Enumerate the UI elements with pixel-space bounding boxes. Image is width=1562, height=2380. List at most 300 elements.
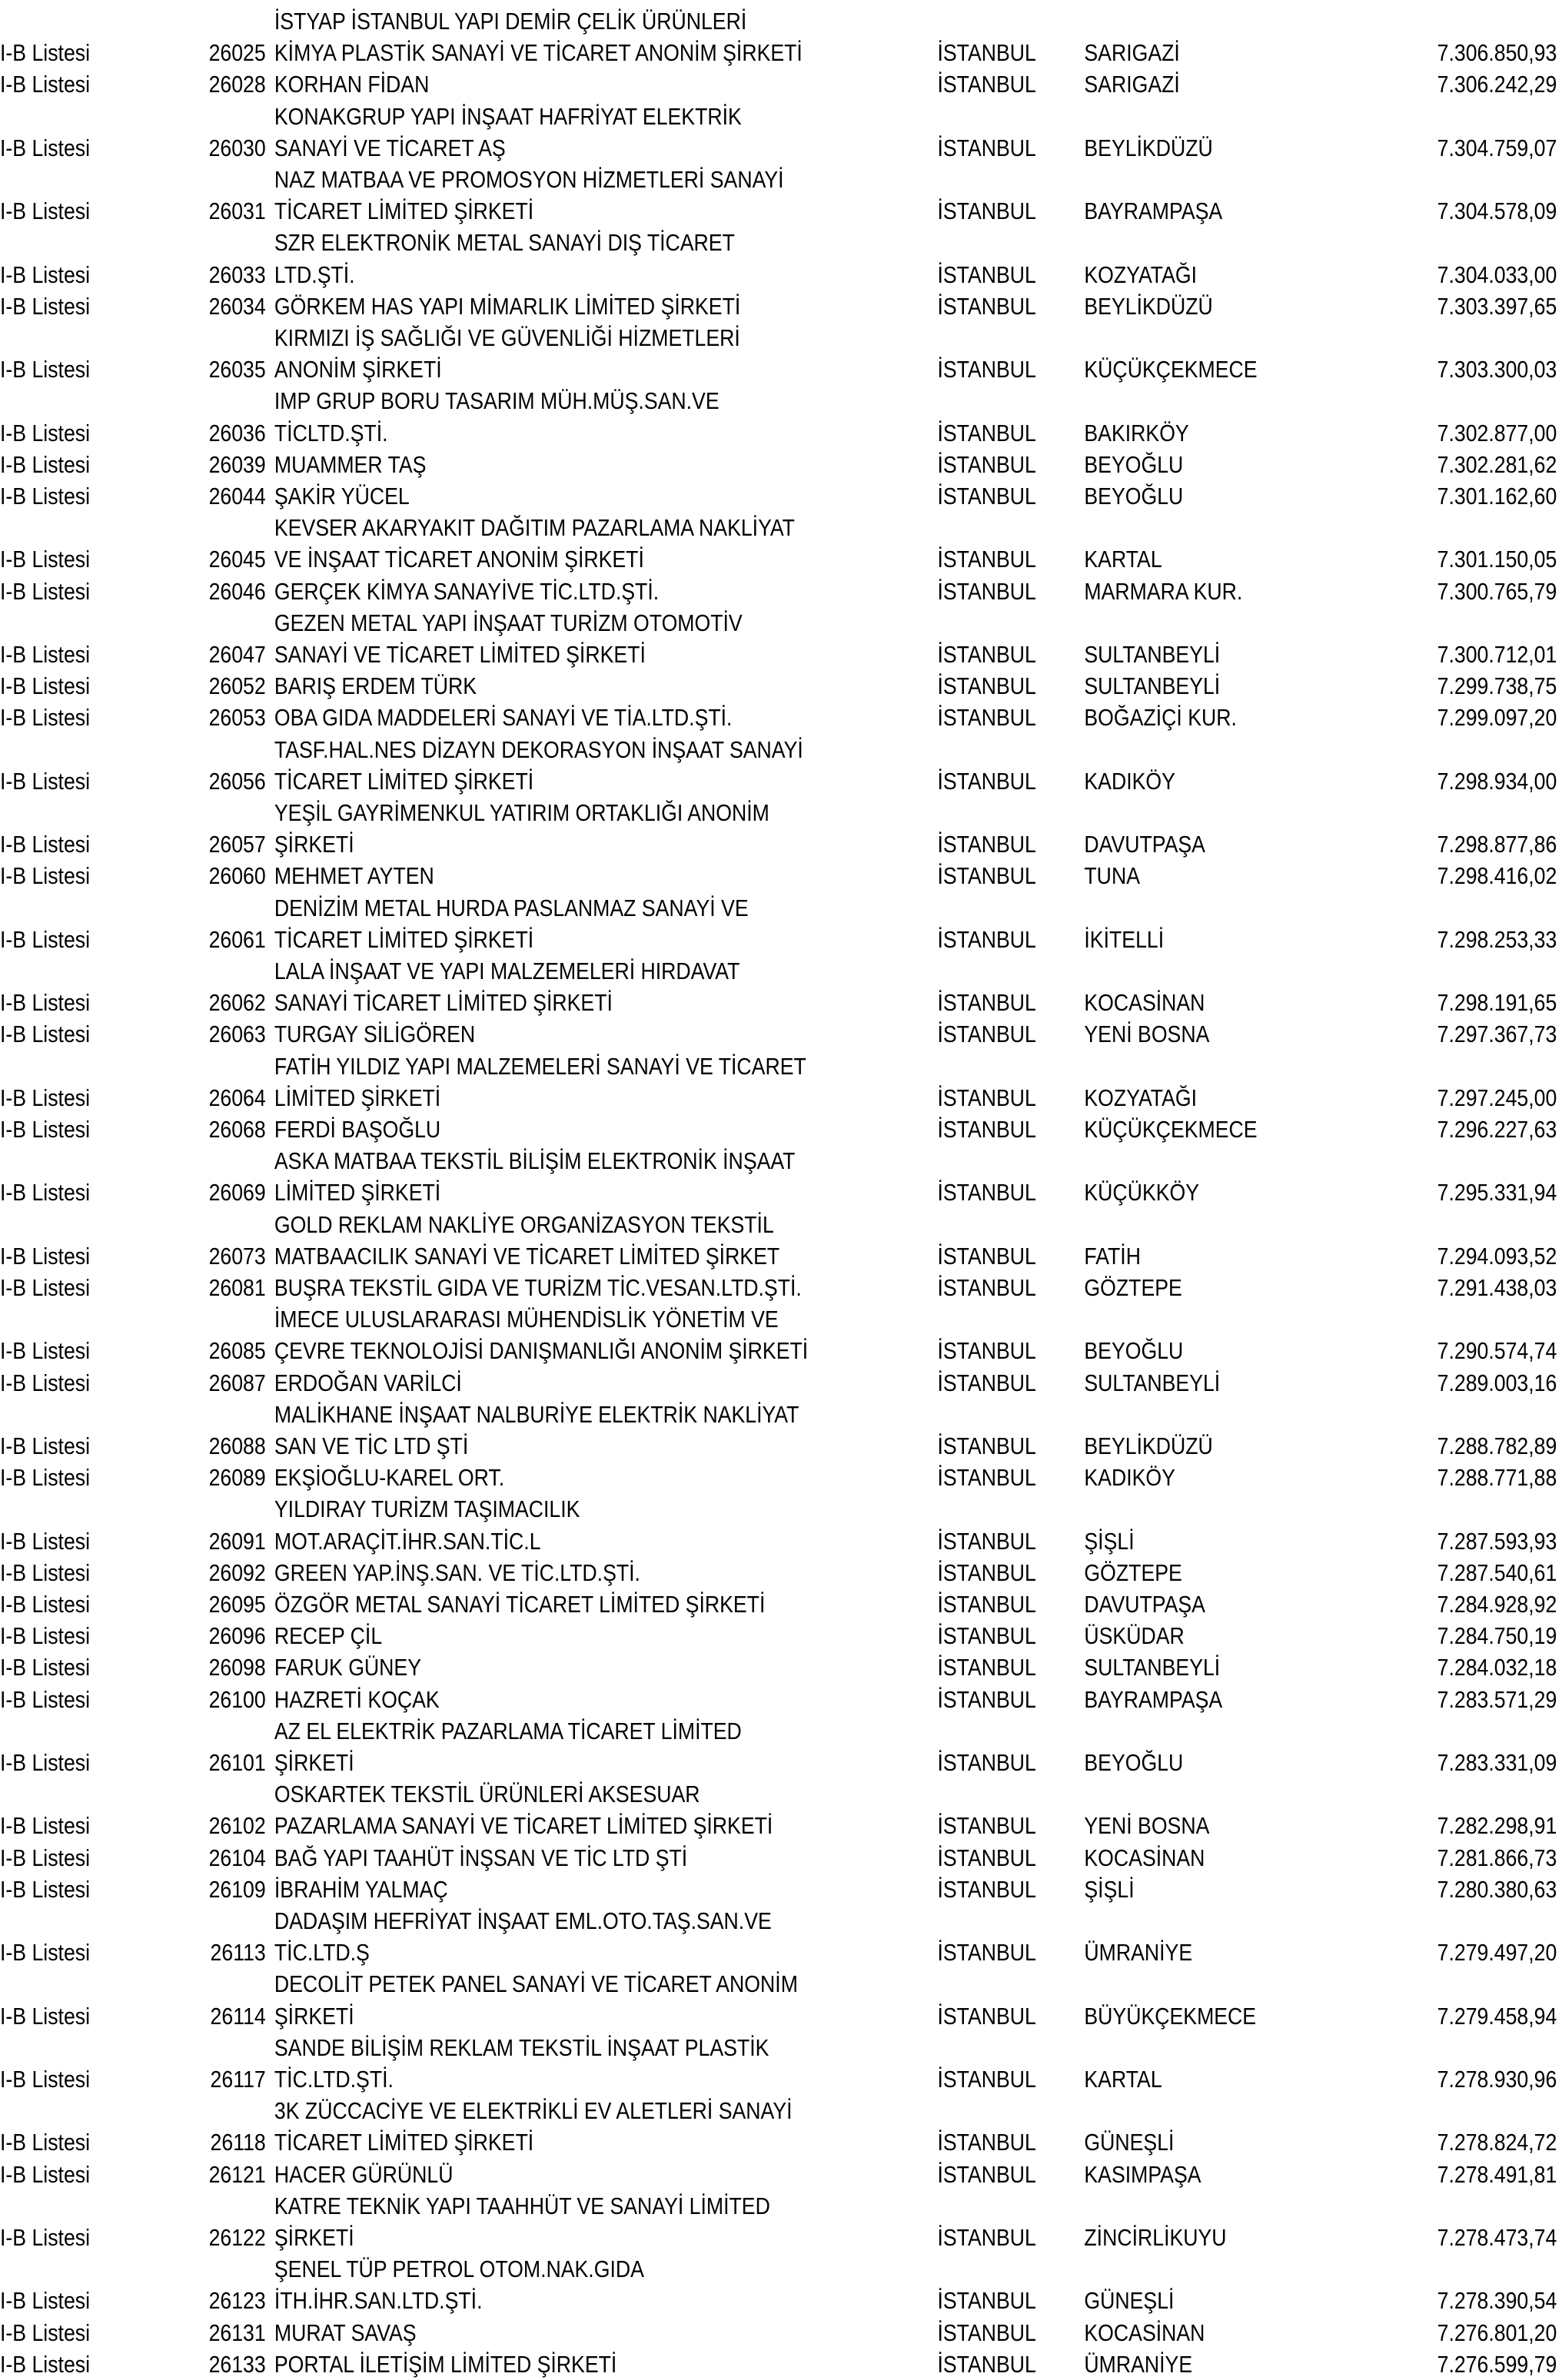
city: İSTANBUL (937, 1812, 1036, 1840)
company-name: TİC.LTD.ŞTİ. (274, 2066, 394, 2093)
company-name: TİCARET LİMİTED ŞİRKETİ (274, 925, 534, 953)
amount: 7.278.390,54 (1437, 2287, 1557, 2315)
record-number: 26064 (208, 1084, 266, 1111)
company-name-first-line: IMP GRUP BORU TASARIM MÜH.MÜŞ.SAN.VE (274, 387, 720, 415)
list-label: I-B Listesi (0, 862, 91, 890)
company-name: ERDOĞAN VARİLCİ (274, 1369, 462, 1396)
company-name: SANAYİ TİCARET LİMİTED ŞİRKETİ (274, 989, 613, 1017)
name-continuation-line (0, 608, 1344, 639)
district: BEYOĞLU (1084, 450, 1184, 478)
city: İSTANBUL (937, 1875, 1036, 1903)
amount: 7.287.540,61 (1437, 1558, 1557, 1586)
company-name-first-line: GOLD REKLAM NAKLİYE ORGANİZASYON TEKSTİL (274, 1210, 774, 1238)
table-row (0, 924, 1557, 955)
record-number: 26095 (208, 1591, 266, 1618)
record-number: 26102 (208, 1812, 266, 1840)
table-row (0, 1748, 1557, 1778)
table-row (0, 1177, 1557, 1208)
table-row (0, 481, 1557, 512)
table-row (0, 1431, 1557, 1462)
table-row (0, 829, 1557, 860)
city: İSTANBUL (937, 483, 1036, 510)
company-name-first-line: KIRMIZI İŞ SAĞLIĞI VE GÜVENLİĞİ HİZMETLERİ (274, 324, 740, 351)
name-continuation-line (0, 1969, 1344, 2000)
table-row (0, 671, 1557, 702)
city: İSTANBUL (937, 577, 1036, 605)
city: İSTANBUL (937, 356, 1036, 383)
list-label: I-B Listesi (0, 1685, 91, 1713)
city: İSTANBUL (937, 292, 1036, 320)
list-label: I-B Listesi (0, 1875, 91, 1903)
amount: 7.302.281,62 (1437, 450, 1557, 478)
table-row (0, 1652, 1557, 1683)
name-continuation-line (0, 227, 1344, 258)
amount: 7.284.928,92 (1437, 1591, 1557, 1618)
company-name: PORTAL İLETİŞİM LİMİTED ŞİRKETİ (274, 2350, 617, 2378)
list-label: I-B Listesi (0, 1432, 91, 1459)
company-name: KİMYA PLASTİK SANAYİ VE TİCARET ANONİM ŞİRKETİ (274, 39, 803, 67)
table-row (0, 576, 1557, 607)
city: İSTANBUL (937, 672, 1036, 700)
list-label: I-B Listesi (0, 1812, 91, 1840)
list-label: I-B Listesi (0, 71, 91, 98)
district: BEYLİKDÜZÜ (1084, 1432, 1213, 1459)
district: DAVUTPAŞA (1084, 1591, 1205, 1618)
company-name: LTD.ŞTİ. (274, 261, 355, 288)
name-continuation-line (0, 893, 1344, 924)
city: İSTANBUL (937, 1685, 1036, 1713)
amount: 7.300.712,01 (1437, 641, 1557, 668)
district: SULTANBEYLİ (1084, 1369, 1221, 1396)
company-name: TİCARET LİMİTED ŞİRKETİ (274, 198, 534, 225)
city: İSTANBUL (937, 546, 1036, 573)
city: İSTANBUL (937, 1369, 1036, 1396)
company-name: BUŞRA TEKSTİL GIDA VE TURİZM TİC.VESAN.LTD.ŞTİ. (274, 1274, 802, 1301)
table-row (0, 1811, 1557, 1841)
company-name: İBRAHİM YALMAÇ (274, 1875, 448, 1903)
table-row (0, 1462, 1557, 1493)
list-label: I-B Listesi (0, 292, 91, 320)
city: İSTANBUL (937, 1337, 1036, 1365)
list-label: I-B Listesi (0, 546, 91, 573)
list-label: I-B Listesi (0, 641, 91, 668)
list-label: I-B Listesi (0, 2066, 91, 2093)
district: GÜNEŞLİ (1084, 2287, 1175, 2315)
city: İSTANBUL (937, 989, 1036, 1017)
table-row (0, 702, 1557, 733)
list-label: I-B Listesi (0, 2224, 91, 2251)
district: BEYLİKDÜZÜ (1084, 134, 1213, 161)
table-row (0, 1843, 1557, 1874)
district: SULTANBEYLİ (1084, 1654, 1221, 1681)
company-name: OBA GIDA MADDELERİ SANAYİ VE TİA.LTD.ŞTİ. (274, 704, 733, 732)
table-row (0, 2285, 1557, 2316)
company-name: ŞAKİR YÜCEL (274, 483, 410, 510)
amount: 7.302.877,00 (1437, 419, 1557, 446)
amount: 7.297.245,00 (1437, 1084, 1557, 1111)
record-number: 26121 (208, 2160, 266, 2188)
list-label: I-B Listesi (0, 2160, 91, 2188)
table-row (0, 2127, 1557, 2158)
amount: 7.284.032,18 (1437, 1654, 1557, 1681)
record-number: 26062 (208, 989, 266, 1017)
city: İSTANBUL (937, 450, 1036, 478)
district: KÜÇÜKKÖY (1084, 1179, 1200, 1207)
company-name: ŞİRKETİ (274, 2224, 354, 2251)
table-row (0, 38, 1557, 68)
list-label: I-B Listesi (0, 39, 91, 67)
company-name: EKŞİOĞLU-KAREL ORT. (274, 1464, 505, 1492)
district: KARTAL (1084, 2066, 1162, 2093)
company-name: FARUK GÜNEY (274, 1654, 422, 1681)
district: KOCASİNAN (1084, 2319, 1205, 2346)
list-label: I-B Listesi (0, 261, 91, 288)
amount: 7.298.416,02 (1437, 862, 1557, 890)
district: KÜÇÜKÇEKMECE (1084, 356, 1258, 383)
record-number: 26100 (208, 1685, 266, 1713)
city: İSTANBUL (937, 71, 1036, 98)
company-name: HAZRETİ KOÇAK (274, 1685, 440, 1713)
record-number: 26035 (208, 356, 266, 383)
table-row (0, 1874, 1557, 1905)
amount: 7.283.571,29 (1437, 1685, 1557, 1713)
city: İSTANBUL (937, 1179, 1036, 1207)
record-number: 26046 (208, 577, 266, 605)
city: İSTANBUL (937, 2160, 1036, 2188)
district: DAVUTPAŞA (1084, 831, 1205, 858)
company-name-first-line: YEŞİL GAYRİMENKUL YATIRIM ORTAKLIĞI ANONİM (274, 799, 769, 826)
table-row (0, 291, 1557, 322)
list-label: I-B Listesi (0, 925, 91, 953)
district: KOCASİNAN (1084, 1844, 1205, 1871)
list-label: I-B Listesi (0, 831, 91, 858)
district: SARIGAZİ (1084, 71, 1180, 98)
company-name-first-line: MALİKHANE İNŞAAT NALBURİYE ELEKTRİK NAKLİYAT (274, 1400, 799, 1428)
city: İSTANBUL (937, 2319, 1036, 2346)
list-label: I-B Listesi (0, 450, 91, 478)
list-label: I-B Listesi (0, 134, 91, 161)
list-label: I-B Listesi (0, 1242, 91, 1270)
company-name-first-line: YILDIRAY TURİZM TAŞIMACILIK (274, 1495, 580, 1523)
city: İSTANBUL (937, 2224, 1036, 2251)
city: İSTANBUL (937, 1432, 1036, 1459)
city: İSTANBUL (937, 1749, 1036, 1776)
company-name: MEHMET AYTEN (274, 862, 434, 890)
company-name-first-line: FATİH YILDIZ YAPI MALZEMELERİ SANAYİ VE TİCARET (274, 1052, 806, 1080)
list-label: I-B Listesi (0, 1844, 91, 1871)
name-continuation-line (0, 513, 1344, 543)
table-row (0, 1083, 1557, 1114)
district: ÜSKÜDAR (1084, 1622, 1185, 1650)
table-row (0, 2349, 1557, 2380)
record-number: 26063 (208, 1021, 266, 1048)
record-number: 26047 (208, 641, 266, 668)
company-name: TİC.LTD.Ş (274, 1939, 370, 1967)
amount: 7.298.191,65 (1437, 989, 1557, 1017)
name-continuation-line (0, 164, 1344, 195)
amount: 7.306.850,93 (1437, 39, 1557, 67)
district: BEYLİKDÜZÜ (1084, 292, 1213, 320)
record-number: 26052 (208, 672, 266, 700)
district: KOZYATAĞI (1084, 1084, 1198, 1111)
record-number: 26060 (208, 862, 266, 890)
amount: 7.287.593,93 (1437, 1527, 1557, 1555)
amount: 7.281.866,73 (1437, 1844, 1557, 1871)
company-name-first-line: İSTYAP İSTANBUL YAPI DEMİR ÇELİK ÜRÜNLERİ (274, 8, 747, 35)
amount: 7.279.458,94 (1437, 2002, 1557, 2030)
city: İSTANBUL (937, 767, 1036, 795)
record-number: 26045 (208, 546, 266, 573)
table-row (0, 260, 1557, 290)
record-number: 26098 (208, 1654, 266, 1681)
district: KOCASİNAN (1084, 989, 1205, 1017)
district: BEYOĞLU (1084, 1749, 1184, 1776)
company-name-first-line: DENİZİM METAL HURDA PASLANMAZ SANAYİ VE (274, 894, 749, 921)
amount: 7.289.003,16 (1437, 1369, 1557, 1396)
district: YENİ BOSNA (1084, 1812, 1210, 1840)
record-number: 26091 (208, 1527, 266, 1555)
amount: 7.290.574,74 (1437, 1337, 1557, 1365)
company-name-first-line: 3K ZÜCCACİYE VE ELEKTRİKLİ EV ALETLERİ SANAYİ (274, 2097, 793, 2125)
table-row (0, 861, 1557, 891)
table-row (0, 1621, 1557, 1651)
table-row (0, 354, 1557, 385)
table-row (0, 1937, 1557, 1968)
district: ŞİŞLİ (1084, 1875, 1135, 1903)
name-continuation-line (0, 1779, 1344, 1810)
city: İSTANBUL (937, 39, 1036, 67)
name-continuation-line (0, 1146, 1344, 1177)
record-number: 26033 (208, 261, 266, 288)
list-label: I-B Listesi (0, 2350, 91, 2378)
record-number: 26104 (208, 1844, 266, 1871)
record-number: 26133 (208, 2350, 266, 2378)
company-name-first-line: OSKARTEK TEKSTİL ÜRÜNLERİ AKSESUAR (274, 1781, 700, 1808)
district: FATİH (1084, 1242, 1141, 1270)
amount: 7.278.930,96 (1437, 2066, 1557, 2093)
list-label: I-B Listesi (0, 672, 91, 700)
record-number: 26044 (208, 483, 266, 510)
name-continuation-line (0, 1494, 1344, 1525)
city: İSTANBUL (937, 198, 1036, 225)
district: ZİNCİRLİKUYU (1084, 2224, 1227, 2251)
name-continuation-line (0, 101, 1344, 132)
district: SULTANBEYLİ (1084, 672, 1221, 700)
amount: 7.304.033,00 (1437, 261, 1557, 288)
amount: 7.288.782,89 (1437, 1432, 1557, 1459)
name-continuation-line (0, 2191, 1344, 2222)
list-label: I-B Listesi (0, 2287, 91, 2315)
district: TUNA (1084, 862, 1140, 890)
company-name-first-line: SZR ELEKTRONİK METAL SANAYİ DIŞ TİCARET (274, 229, 735, 257)
company-name-first-line: DADAŞIM HEFRİYAT İNŞAAT EML.OTO.TAŞ.SAN.VE (274, 1907, 772, 1934)
city: İSTANBUL (937, 1558, 1036, 1586)
company-name: MOT.ARAÇİT.İHR.SAN.TİC.L (274, 1527, 541, 1555)
record-number: 26113 (210, 1939, 266, 1967)
list-label: I-B Listesi (0, 1749, 91, 1776)
company-name: SAN VE TİC LTD ŞTİ (274, 1432, 469, 1459)
name-continuation-line (0, 2033, 1344, 2063)
name-continuation-line (0, 735, 1344, 765)
amount: 7.276.599,79 (1437, 2350, 1557, 2378)
district: BAYRAMPAŞA (1084, 1685, 1223, 1713)
name-continuation-line (0, 798, 1344, 828)
district: BÜYÜKÇEKMECE (1084, 2002, 1257, 2030)
name-continuation-line (0, 2096, 1344, 2126)
city: İSTANBUL (937, 2066, 1036, 2093)
company-name: GREEN YAP.İNŞ.SAN. VE TİC.LTD.ŞTİ. (274, 1558, 640, 1586)
list-label: I-B Listesi (0, 1527, 91, 1555)
amount: 7.304.578,09 (1437, 198, 1557, 225)
city: İSTANBUL (937, 2350, 1036, 2378)
table-row (0, 2222, 1557, 2253)
table-row (0, 1589, 1557, 1620)
company-name: ŞİRKETİ (274, 2002, 354, 2030)
amount: 7.298.877,86 (1437, 831, 1557, 858)
city: İSTANBUL (937, 831, 1036, 858)
record-number: 26057 (208, 831, 266, 858)
list-label: I-B Listesi (0, 704, 91, 732)
district: ŞİŞLİ (1084, 1527, 1135, 1555)
list-label: I-B Listesi (0, 1084, 91, 1111)
list-label: I-B Listesi (0, 577, 91, 605)
company-name-first-line: SANDE BİLİŞİM REKLAM TEKSTİL İNŞAAT PLASTİK (274, 2033, 769, 2061)
district: YENİ BOSNA (1084, 1021, 1210, 1048)
amount: 7.284.750,19 (1437, 1622, 1557, 1650)
record-number: 26056 (208, 767, 266, 795)
company-name-first-line: KONAKGRUP YAPI İNŞAAT HAFRİYAT ELEKTRİK (274, 102, 742, 130)
city: İSTANBUL (937, 704, 1036, 732)
city: İSTANBUL (937, 862, 1036, 890)
district: KADIKÖY (1084, 1464, 1175, 1492)
table-row (0, 2064, 1557, 2095)
amount: 7.301.150,05 (1437, 546, 1557, 573)
record-number: 26039 (208, 450, 266, 478)
city: İSTANBUL (937, 925, 1036, 953)
record-number: 26028 (208, 71, 266, 98)
record-number: 26087 (208, 1369, 266, 1396)
record-number: 26031 (208, 198, 266, 225)
amount: 7.278.824,72 (1437, 2129, 1557, 2156)
name-continuation-line (0, 1210, 1344, 1240)
table-row (0, 418, 1557, 449)
name-continuation-line (0, 386, 1344, 417)
list-label: I-B Listesi (0, 1464, 91, 1492)
district: BEYOĞLU (1084, 483, 1184, 510)
name-continuation-line (0, 6, 1344, 37)
amount: 7.298.253,33 (1437, 925, 1557, 953)
table-row (0, 544, 1557, 575)
company-name: VE İNŞAAT TİCARET ANONİM ŞİRKETİ (274, 546, 644, 573)
company-name: TİCARET LİMİTED ŞİRKETİ (274, 767, 534, 795)
company-name: MUAMMER TAŞ (274, 450, 427, 478)
company-name: BARIŞ ERDEM TÜRK (274, 672, 477, 700)
list-label: I-B Listesi (0, 1116, 91, 1143)
record-number: 26123 (208, 2287, 266, 2315)
list-label: I-B Listesi (0, 1369, 91, 1396)
table-row (0, 133, 1557, 164)
company-name: TURGAY SİLİGÖREN (274, 1021, 476, 1048)
city: İSTANBUL (937, 419, 1036, 446)
record-number: 26073 (208, 1242, 266, 1270)
district: SULTANBEYLİ (1084, 641, 1221, 668)
company-name: MATBAACILIK SANAYİ VE TİCARET LİMİTED ŞİRKET (274, 1242, 780, 1270)
company-name: PAZARLAMA SANAYİ VE TİCARET LİMİTED ŞİRKETİ (274, 1812, 773, 1840)
list-label: I-B Listesi (0, 483, 91, 510)
table-row (0, 196, 1557, 227)
company-name: LİMİTED ŞİRKETİ (274, 1179, 441, 1207)
amount: 7.291.438,03 (1437, 1274, 1557, 1301)
amount: 7.282.298,91 (1437, 1812, 1557, 1840)
record-number: 26085 (208, 1337, 266, 1365)
company-name: ÖZGÖR METAL SANAYİ TİCARET LİMİTED ŞİRKETİ (274, 1591, 766, 1618)
list-label: I-B Listesi (0, 1179, 91, 1207)
list-label: I-B Listesi (0, 1558, 91, 1586)
city: İSTANBUL (937, 261, 1036, 288)
company-name: SANAYİ VE TİCARET AŞ (274, 134, 506, 161)
table-row (0, 988, 1557, 1018)
company-name: RECEP ÇİL (274, 1622, 383, 1650)
table-row (0, 2318, 1557, 2348)
district: MARMARA KUR. (1084, 577, 1243, 605)
company-name-first-line: KEVSER AKARYAKIT DAĞITIM PAZARLAMA NAKLİYAT (274, 514, 795, 542)
company-name: KORHAN FİDAN (274, 71, 430, 98)
company-name: GERÇEK KİMYA SANAYİVE TİC.LTD.ŞTİ. (274, 577, 660, 605)
record-number: 26069 (208, 1179, 266, 1207)
district: İKİTELLİ (1084, 925, 1165, 953)
list-label: I-B Listesi (0, 989, 91, 1017)
city: İSTANBUL (937, 1527, 1036, 1555)
record-number: 26088 (208, 1432, 266, 1459)
list-label: I-B Listesi (0, 198, 91, 225)
record-number: 26101 (208, 1749, 266, 1776)
table-row (0, 450, 1557, 480)
district: GÜNEŞLİ (1084, 2129, 1175, 2156)
city: İSTANBUL (937, 1242, 1036, 1270)
amount: 7.301.162,60 (1437, 483, 1557, 510)
company-name-first-line: LALA İNŞAAT VE YAPI MALZEMELERİ HIRDAVAT (274, 958, 740, 984)
amount: 7.303.300,03 (1437, 356, 1557, 383)
city: İSTANBUL (937, 1116, 1036, 1143)
amount: 7.300.765,79 (1437, 577, 1557, 605)
company-name: ANONİM ŞİRKETİ (274, 356, 442, 383)
name-continuation-line (0, 1906, 1344, 1937)
amount: 7.299.738,75 (1437, 672, 1557, 700)
record-number: 26025 (208, 39, 266, 67)
record-number: 26092 (208, 1558, 266, 1586)
district: KASIMPAŞA (1084, 2160, 1201, 2188)
name-continuation-line (0, 1051, 1344, 1082)
list-label: I-B Listesi (0, 2002, 91, 2030)
company-name: İTH.İHR.SAN.LTD.ŞTİ. (274, 2287, 483, 2315)
company-name-first-line: GEZEN METAL YAPI İNŞAAT TURİZM OTOMOTİV (274, 609, 743, 636)
company-name: MURAT SAVAŞ (274, 2319, 417, 2346)
company-name: GÖRKEM HAS YAPI MİMARLIK LİMİTED ŞİRKETİ (274, 292, 741, 320)
city: İSTANBUL (937, 1464, 1036, 1492)
amount: 7.304.759,07 (1437, 134, 1557, 161)
amount: 7.276.801,20 (1437, 2319, 1557, 2346)
record-number: 26081 (208, 1274, 266, 1301)
district: ÜMRANİYE (1084, 1939, 1193, 1967)
city: İSTANBUL (937, 2002, 1036, 2030)
table-row (0, 1336, 1557, 1366)
record-number: 26068 (208, 1116, 266, 1143)
table-row (0, 1114, 1557, 1145)
list-label: I-B Listesi (0, 1654, 91, 1681)
city: İSTANBUL (937, 1622, 1036, 1650)
amount: 7.297.367,73 (1437, 1021, 1557, 1048)
district: KÜÇÜKÇEKMECE (1084, 1116, 1258, 1143)
